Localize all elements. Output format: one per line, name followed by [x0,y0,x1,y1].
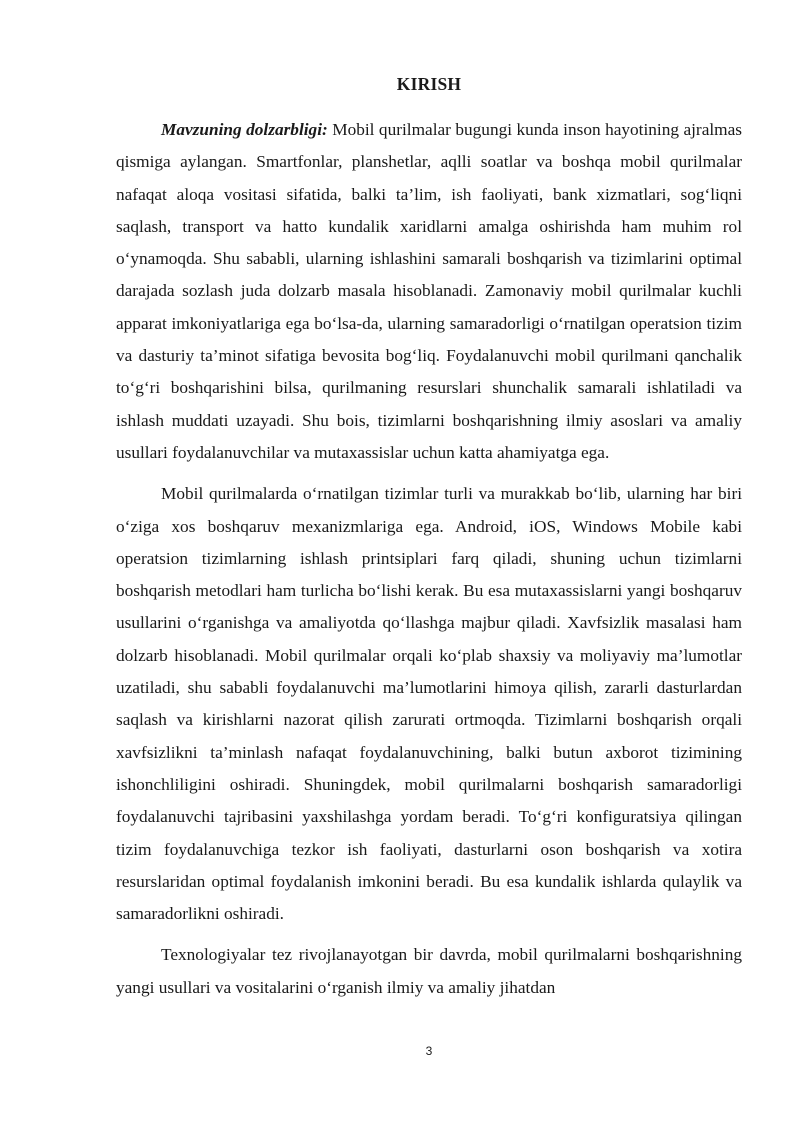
paragraph-lead: Mavzuning dolzarbligi: [161,120,328,139]
paragraph-relevance [116,114,742,469]
paragraph-technologies: Texnologiyalar tez rivojlanayotgan bir davrda, mobil qurilmalarni boshqarishning yangi usullari va vositalarini o‘rganish ilmiy va amaliy jihatdan [116,945,742,997]
page-number: 3 [425,1044,433,1058]
document-body [116,114,742,1004]
paragraph-text: Mobil qurilmalar bugungi kunda inson hayotining ajralmas qismiga aylangan. Smartfonlar, planshetlar, aqlli soatlar va boshqa mobil qurilmalar nafaqat aloqa vositasi sifatida, balki ta’lim, ish faoliyati, bank xizmatlari, sog‘liqni saqlash, transport va hatto kundalik xaridlarni amalga oshirishda ham muhim rol o‘ynamoqda. Shu sababli, ularning ishlashini samarali boshqarish va tizimlarini optimal darajada sozlash juda dolzarb masala hisoblanadi. Zamonaviy mobil qurilmalar kuchli apparat imkoniyatlariga ega bo‘lsa-da, ularning samaradorligi o‘rnatilgan operatsion tizim va dasturiy ta’minot sifatiga bevosita bog‘liq. Foydalanuvchi mobil qurilmani qanchalik to‘g‘ri boshqarishini bilsa, qurilmaning resurslari shunchalik samarali ishlatiladi va ishlash muddati uzayadi. Shu bois, tizimlarni boshqarishning ilmiy asoslari va amaliy usullari foydalanuvchilar va mutaxassislar uchun katta ahamiyatga ega. [116,120,742,462]
paragraph-systems: Mobil qurilmalarda o‘rnatilgan tizimlar turli va murakkab bo‘lib, ularning har biri o‘ziga xos boshqaruv mexanizmlariga ega. Android, iOS, Windows Mobile kabi operatsion tizimlarning ishlash printsiplari farq qiladi, shuning uchun tizimlarni boshqarish metodlari ham turlicha bo‘lishi kerak. Bu esa mutaxassislarni yangi boshqaruv usullarini o‘rganishga va amaliyotda qo‘llashga majbur qiladi. Xavfsizlik masalasi ham dolzarb hisoblanadi. Mobil qurilmalar orqali ko‘plab shaxsiy va moliyaviy ma’lumotlar uzatiladi, shu sababli foydalanuvchi ma’lumotlarini himoya qilish, zararli dasturlardan saqlash va kirishlarni nazorat qilish zarurati ortmoqda. Tizimlarni boshqarish orqali xavfsizlikni ta’minlash nafaqat foydalanuvchining, balki butun axborot tizimining ishonchliligini oshiradi. Shuningdek, mobil qurilmalarni boshqarish samaradorligi foydalanuvchi tajribasini yaxshilashga yordam beradi. To‘g‘ri konfiguratsiya qilingan tizim foydalanuvchiga tezkor ish faoliyati, dasturlarni oson boshqarish va xotira resurslaridan optimal foydalanish imkonini beradi. Bu esa kundalik ishlarda qulaylik va samaradorlikni oshiradi. [116,484,742,924]
section-title: KIRISH [396,74,462,94]
